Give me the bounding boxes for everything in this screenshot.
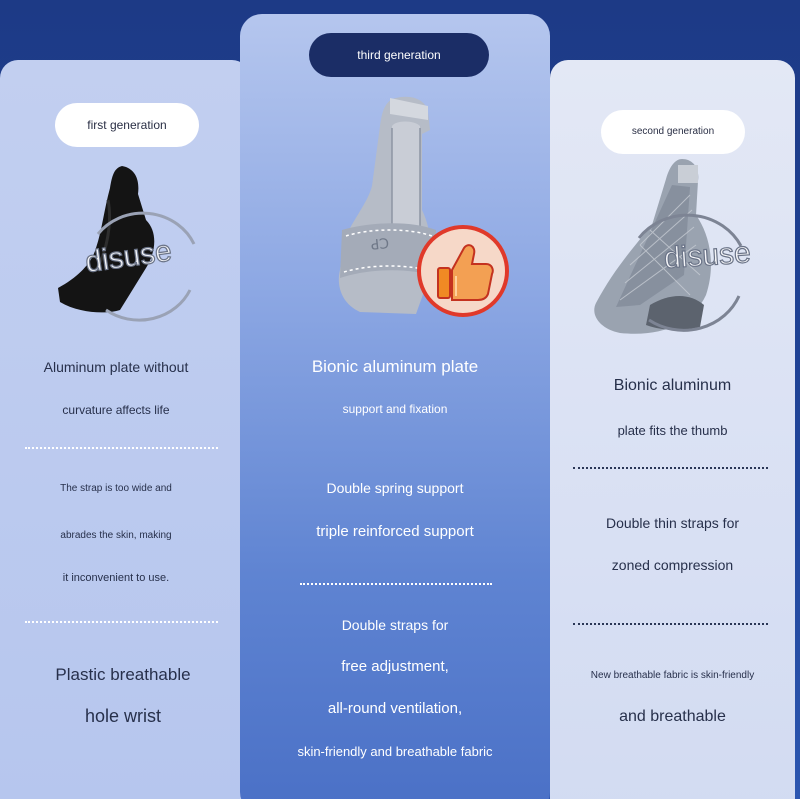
first-generation-divider-2 xyxy=(25,621,218,623)
third-generation-line-2: support and fixation xyxy=(342,402,448,416)
first-generation-card xyxy=(0,60,250,799)
third-generation-line-6: free adjustment, xyxy=(341,658,449,675)
first-generation-divider-1 xyxy=(25,447,218,449)
second-generation-line-3: Double thin straps for xyxy=(605,515,740,531)
second-generation-badge: second generation xyxy=(601,110,745,154)
first-generation-stamp-text: disuse xyxy=(83,234,174,280)
second-generation-line-2: plate fits the thumb xyxy=(617,423,728,438)
thumbs-up-badge xyxy=(416,224,510,318)
second-generation-divider-2 xyxy=(573,623,768,625)
second-generation-stamp-text: disuse xyxy=(662,236,752,276)
third-generation-card xyxy=(240,14,550,799)
first-generation-line-1: Aluminum plate without xyxy=(43,359,189,375)
second-generation-disuse-stamp xyxy=(615,210,755,340)
third-generation-line-3: Double spring support xyxy=(326,480,464,496)
second-generation-line-1: Bionic aluminum xyxy=(613,377,732,394)
first-generation-line-7: hole wrist xyxy=(84,706,162,726)
first-generation-line-4: abrades the skin, making xyxy=(60,530,172,541)
second-generation-line-5: New breathable fabric is skin-friendly xyxy=(590,670,755,681)
second-generation-divider-1 xyxy=(573,467,768,469)
second-generation-line-4: zoned compression xyxy=(611,557,734,573)
third-generation-divider xyxy=(300,583,492,585)
third-generation-line-8: skin-friendly and breathable fabric xyxy=(297,744,493,759)
third-generation-line-1: Bionic aluminum plate xyxy=(311,357,479,376)
second-generation-card xyxy=(550,60,795,799)
second-generation-line-6: and breathable xyxy=(619,708,726,725)
third-generation-badge: third generation xyxy=(309,33,489,77)
third-generation-line-4: triple reinforced support xyxy=(316,523,474,540)
third-generation-brand-logo: ꓒꓛ xyxy=(370,235,390,253)
first-generation-line-3: The strap is too wide and xyxy=(60,483,172,494)
first-generation-line-2: curvature affects life xyxy=(62,403,170,417)
third-generation-line-7: all-round ventilation, xyxy=(327,700,463,717)
first-generation-badge: first generation xyxy=(55,103,199,147)
third-generation-line-5: Double straps for xyxy=(341,617,449,633)
first-generation-line-5: it inconvenient to use. xyxy=(62,572,170,584)
first-generation-line-6: Plastic breathable xyxy=(55,665,191,684)
